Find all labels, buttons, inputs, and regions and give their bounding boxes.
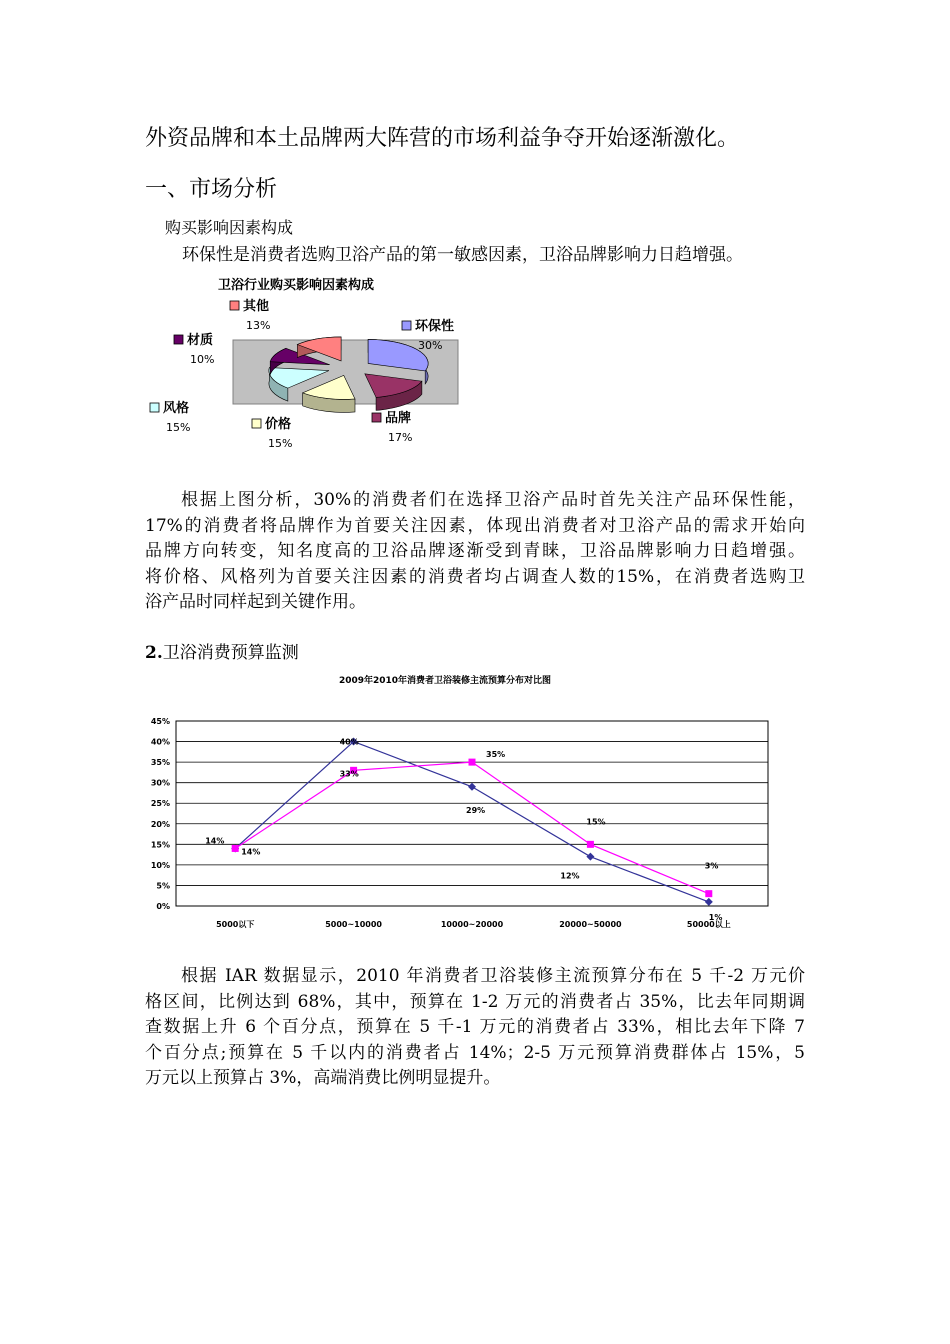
paragraph-2-line: 个百分点;预算在 5 千以内的消费者占 14%；2-5 万元预算消费群体占 15%，5 [145,1042,805,1063]
pie-legend-swatch [402,321,411,330]
line-chart-title: 2009年2010年消费者卫浴装修主流预算分布对比图 [338,676,552,686]
paragraph-1 [145,488,805,616]
data-label: 29% [466,805,486,815]
pie-label-3 [150,400,190,434]
pie-legend-label: 风格 [163,401,190,416]
y-tick-label: 25% [150,799,170,809]
data-label: 15% [586,817,606,827]
x-tick-label: 20000~50000 [559,920,622,929]
y-tick-label: 0% [156,902,170,911]
x-tick-label: 10000~20000 [440,920,504,929]
pie-value-label: 17% [388,431,413,444]
pie-legend-swatch [230,301,239,310]
x-tick-label: 5000~10000 [325,920,383,929]
pie-legend-swatch [174,335,183,344]
paragraph-1-line: 根据上图分析，30%的消费者们在选择卫浴产品时首先关注产品环保性能， [181,490,805,510]
intro-line: 外资品牌和本土品牌两大阵营的市场利益争夺开始逐渐激化。 [145,126,740,151]
x-tick-label: 50000以上 [686,920,731,929]
paragraph-2-line: 格区间，比例达到 68%，其中，预算在 1-2 万元的消费者占 35%，比去年同期调 [145,991,805,1012]
pie-legend-swatch [372,413,381,422]
paragraph-2-line: 根据 IAR 数据显示，2010 年消费者卫浴装修主流预算分布在 5 千-2 万元价 [181,966,805,986]
pie-legend-label: 其他 [243,299,270,314]
section2-number: 2. [145,643,163,663]
pie-legend-swatch [150,403,159,412]
pie-legend-label: 环保性 [415,319,455,334]
section2-heading [145,638,299,663]
pie-label-1 [372,410,412,444]
series-1-point [587,841,594,848]
section-heading: 一、市场分析 [145,177,278,202]
y-tick-label: 15% [150,840,170,850]
paragraph-1-line: 将价格、风格列为首要关注因素的消费者均占调查人数的15%，在消费者选购卫 [145,566,805,587]
y-tick-label: 35% [150,758,170,768]
pie-value-label: 30% [418,339,443,352]
data-label: 12% [560,871,580,881]
pie-chart [140,268,480,458]
pie-value-label: 15% [268,437,293,450]
line-x-ticks [216,919,731,929]
series-1-point [232,845,239,852]
line-y-ticks [151,717,170,911]
data-label: 14% [241,847,261,857]
series-1-point [469,759,476,766]
pie-legend-label: 价格 [265,417,292,432]
paragraph-1-line: 品牌方向转变，知名度高的卫浴品牌逐渐受到青睐，卫浴品牌影响力日趋增强。 [145,541,805,561]
data-label: 3% [704,861,719,871]
paragraph-2 [145,964,805,1092]
pie-legend-label: 材质 [187,333,214,348]
data-label: 14% [205,836,225,846]
pie-value-label: 13% [246,319,271,332]
data-label: 1% [708,912,723,922]
paragraph-1-line: 浴产品时同样起到关键作用。 [145,592,366,612]
y-tick-label: 40% [150,737,170,747]
pie-label-5 [230,298,270,332]
y-tick-label: 45% [150,717,170,726]
paragraph-2-line: 查数据上升 6 个百分点，预算在 5 千-1 万元的消费者占 33%，相比去年下降 7 [145,1017,805,1037]
paragraph-2-line: 万元以上预算占 3%，高端消费比例明显提升。 [145,1068,501,1088]
pie-legend-swatch [252,419,261,428]
pie-legend-label: 品牌 [385,411,412,426]
pie-value-label: 15% [166,421,191,434]
pie-chart-title: 卫浴行业购买影响因素构成 [218,278,375,293]
section2-title: 卫浴消费预算监测 [162,643,299,663]
paragraph-1-line: 17%的消费者将品牌作为首要关注因素，体现出消费者对卫浴产品的需求开始向 [145,515,805,536]
y-tick-label: 20% [150,819,170,829]
y-tick-label: 10% [150,860,170,870]
y-tick-label: 30% [150,778,170,788]
pie-value-label: 10% [190,353,215,366]
series-1-point [705,890,712,897]
subheading: 购买影响因素构成 [165,218,294,237]
y-tick-label: 5% [156,881,170,891]
data-label: 35% [486,750,506,760]
x-tick-label: 5000以下 [216,920,255,929]
data-label: 33% [339,769,359,779]
pie-label-2 [252,416,292,450]
line-chart [140,668,780,938]
data-label: 40% [339,737,359,747]
lead-sentence: 环保性是消费者选购卫浴产品的第一敏感因素，卫浴品牌影响力日趋增强。 [182,245,743,265]
pie-label-4 [174,332,214,366]
